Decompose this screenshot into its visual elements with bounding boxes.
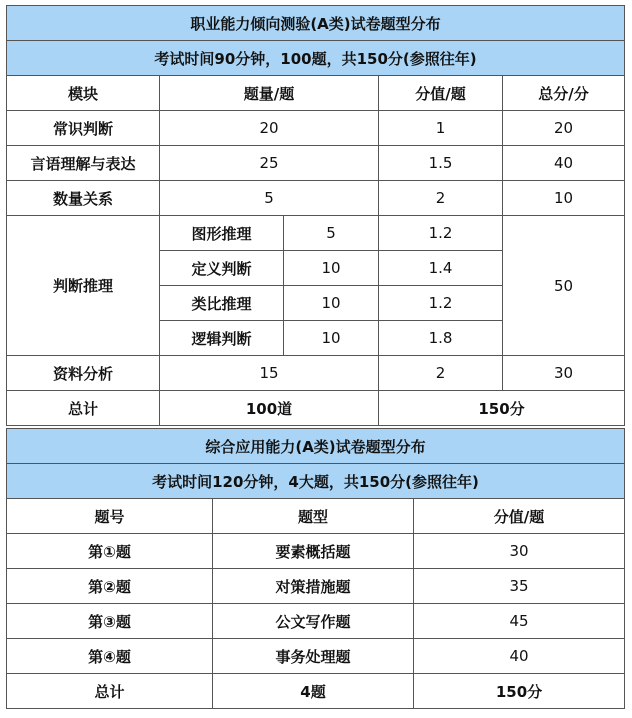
count-cell: 10 <box>284 321 379 356</box>
table-row <box>7 146 625 181</box>
total-cell: 20 <box>503 111 625 146</box>
table-subtitle-row <box>7 41 625 76</box>
count-cell: 15 <box>160 356 379 391</box>
module-cell: 常识判断 <box>7 111 160 146</box>
aptitude-test-table <box>6 5 625 426</box>
score-cell: 35 <box>414 569 625 604</box>
score-cell: 1.8 <box>379 321 503 356</box>
total-label: 总计 <box>7 391 160 426</box>
header-cell: 分值/题 <box>414 499 625 534</box>
section-title: 职业能力倾向测验(A类)试卷题型分布 <box>7 6 625 41</box>
total-type: 4题 <box>213 674 414 709</box>
table-row <box>7 604 625 639</box>
table-row <box>7 534 625 569</box>
score-cell: 40 <box>414 639 625 674</box>
total-cell: 10 <box>503 181 625 216</box>
total-label: 总计 <box>7 674 213 709</box>
module-cell: 言语理解与表达 <box>7 146 160 181</box>
question-type-cell: 对策措施题 <box>213 569 414 604</box>
header-cell: 题号 <box>7 499 213 534</box>
score-cell: 30 <box>414 534 625 569</box>
table-subtitle-row <box>7 464 625 499</box>
total-count: 100道 <box>160 391 379 426</box>
sub-module-cell: 逻辑判断 <box>160 321 284 356</box>
count-cell: 5 <box>284 216 379 251</box>
module-cell: 数量关系 <box>7 181 160 216</box>
header-row <box>7 499 625 534</box>
table-row <box>7 639 625 674</box>
section-subtitle: 考试时间90分钟，100题，共150分(参照往年) <box>7 41 625 76</box>
question-type-cell: 公文写作题 <box>213 604 414 639</box>
section-subtitle: 考试时间120分钟，4大题，共150分(参照往年) <box>7 464 625 499</box>
total-score: 150分 <box>414 674 625 709</box>
comprehensive-test-table <box>6 428 625 709</box>
question-no-cell: 第①题 <box>7 534 213 569</box>
module-cell: 资料分析 <box>7 356 160 391</box>
count-cell: 5 <box>160 181 379 216</box>
total-row <box>7 391 625 426</box>
count-cell: 10 <box>284 251 379 286</box>
question-no-cell: 第③题 <box>7 604 213 639</box>
count-cell: 20 <box>160 111 379 146</box>
total-cell: 30 <box>503 356 625 391</box>
score-cell: 1 <box>379 111 503 146</box>
question-no-cell: 第④题 <box>7 639 213 674</box>
sub-module-cell: 图形推理 <box>160 216 284 251</box>
score-cell: 2 <box>379 356 503 391</box>
total-cell: 50 <box>503 216 625 356</box>
header-cell: 题量/题 <box>160 76 379 111</box>
table-row <box>7 111 625 146</box>
sub-module-cell: 定义判断 <box>160 251 284 286</box>
score-cell: 45 <box>414 604 625 639</box>
header-cell: 模块 <box>7 76 160 111</box>
total-cell: 40 <box>503 146 625 181</box>
table-title-row <box>7 6 625 41</box>
header-cell: 总分/分 <box>503 76 625 111</box>
question-no-cell: 第②题 <box>7 569 213 604</box>
count-cell: 25 <box>160 146 379 181</box>
question-type-cell: 要素概括题 <box>213 534 414 569</box>
count-cell: 10 <box>284 286 379 321</box>
table-row <box>7 181 625 216</box>
score-cell: 1.2 <box>379 286 503 321</box>
table-row <box>7 216 625 251</box>
total-row <box>7 674 625 709</box>
score-cell: 2 <box>379 181 503 216</box>
section-title: 综合应用能力(A类)试卷题型分布 <box>7 429 625 464</box>
question-type-cell: 事务处理题 <box>213 639 414 674</box>
score-cell: 1.4 <box>379 251 503 286</box>
module-cell: 判断推理 <box>7 216 160 356</box>
table-row <box>7 569 625 604</box>
header-cell: 分值/题 <box>379 76 503 111</box>
header-cell: 题型 <box>213 499 414 534</box>
header-row <box>7 76 625 111</box>
table-title-row <box>7 429 625 464</box>
score-cell: 1.2 <box>379 216 503 251</box>
total-score: 150分 <box>379 391 625 426</box>
sub-module-cell: 类比推理 <box>160 286 284 321</box>
score-cell: 1.5 <box>379 146 503 181</box>
table-row <box>7 356 625 391</box>
